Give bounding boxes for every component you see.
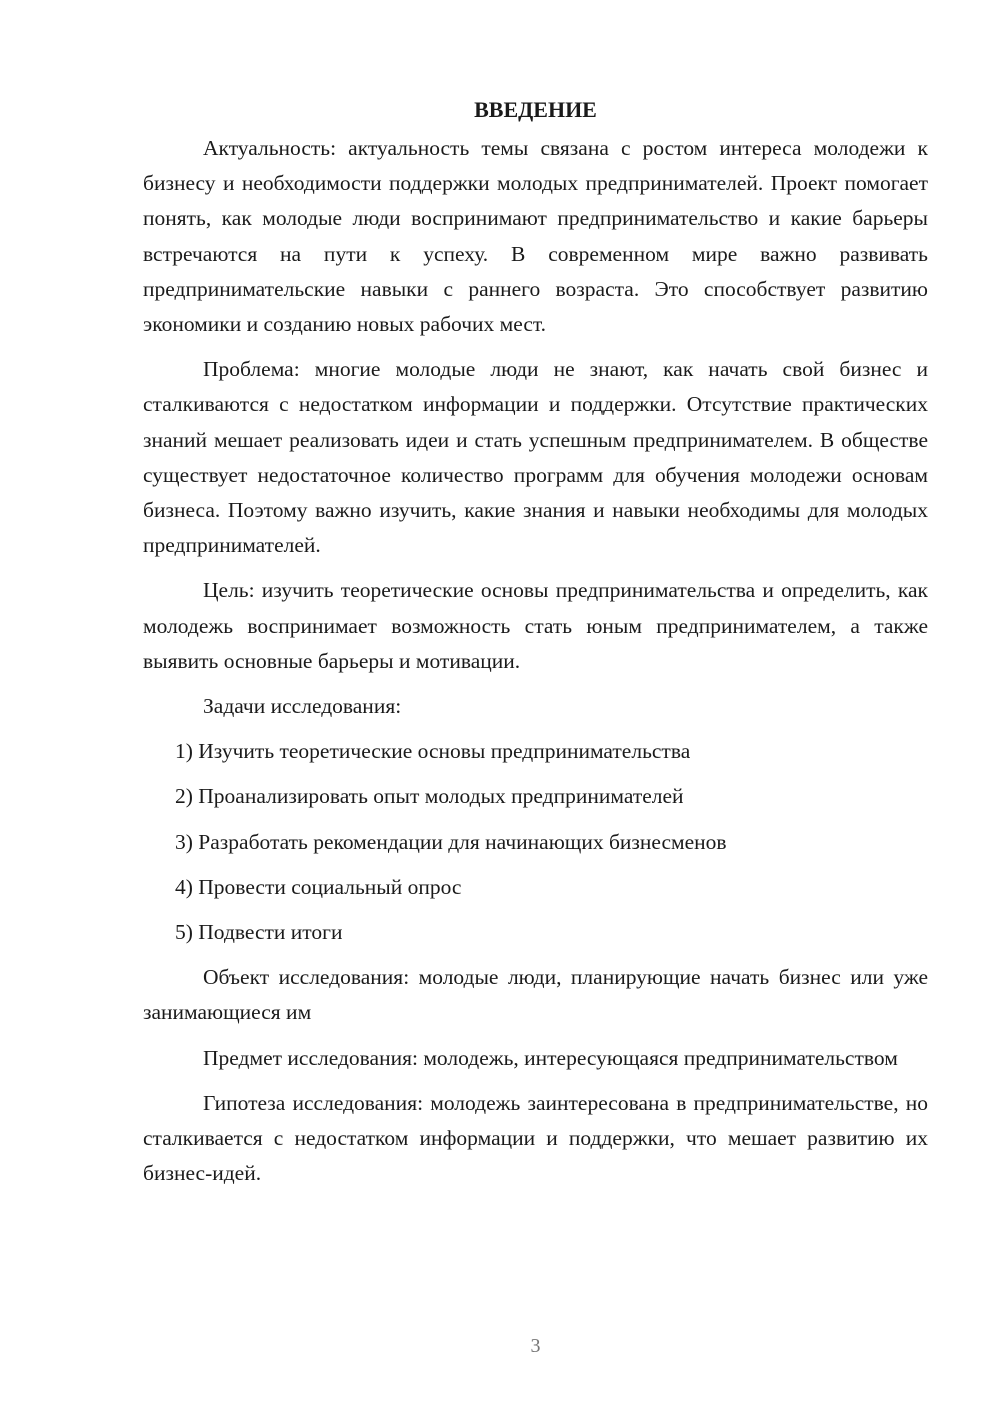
subject-paragraph: Предмет исследования: молодежь, интересующаяся предпринимательством — [203, 1045, 898, 1070]
task-item-4: 4) Провести социальный опрос — [175, 874, 462, 899]
task-item-3: 3) Разработать рекомендации для начинающих бизнесменов — [175, 829, 727, 854]
relevance-paragraph: Актуальность: актуальность темы связана с ростом интереса молодежи к бизнесу и необходимости поддержки молодых предпринимателей. Проект помогает понять, как молодые люди воспринимают предпринимательство и какие барьеры встречаются на пути к успеху. В современном мире важно развивать предпринимательские навыки с раннего возраста. Это способствует развитию экономики и созданию новых рабочих мест. — [143, 136, 928, 337]
page-title: ВВЕДЕНИЕ — [474, 97, 597, 122]
hypothesis-paragraph: Гипотеза исследования: молодежь заинтересована в предпринимательстве, но сталкивается с недостатком информации и поддержки, что мешает развитию их бизнес-идей. — [143, 1090, 928, 1186]
document-page — [143, 92, 928, 1201]
problem-paragraph: Проблема: многие молодые люди не знают, как начать свой бизнес и сталкиваются с недостатком информации и поддержки. Отсутствие практических знаний мешает реализовать идеи и стать успешным предпринимателем. В обществе существует недостаточное количество программ для обучения молодежи основам бизнеса. Поэтому важно изучить, какие знания и навыки необходимы для молодых предпринимателей. — [143, 357, 928, 558]
task-item-2: 2) Проанализировать опыт молодых предпринимателей — [175, 784, 684, 809]
goal-paragraph: Цель: изучить теоретические основы предпринимательства и определить, как молодежь воспринимает возможность стать юным предпринимателем, а также выявить основные барьеры и мотивации. — [143, 578, 928, 673]
tasks-heading: Задачи исследования: — [203, 694, 402, 719]
task-list — [143, 734, 928, 950]
task-item-5: 5) Подвести итоги — [175, 920, 343, 945]
task-item-1: 1) Изучить теоретические основы предпринимательства — [175, 739, 691, 764]
page-number: 3 — [530, 1335, 541, 1357]
object-paragraph: Объект исследования: молодые люди, планирующие начать бизнес или уже занимающиеся им — [143, 965, 928, 1025]
